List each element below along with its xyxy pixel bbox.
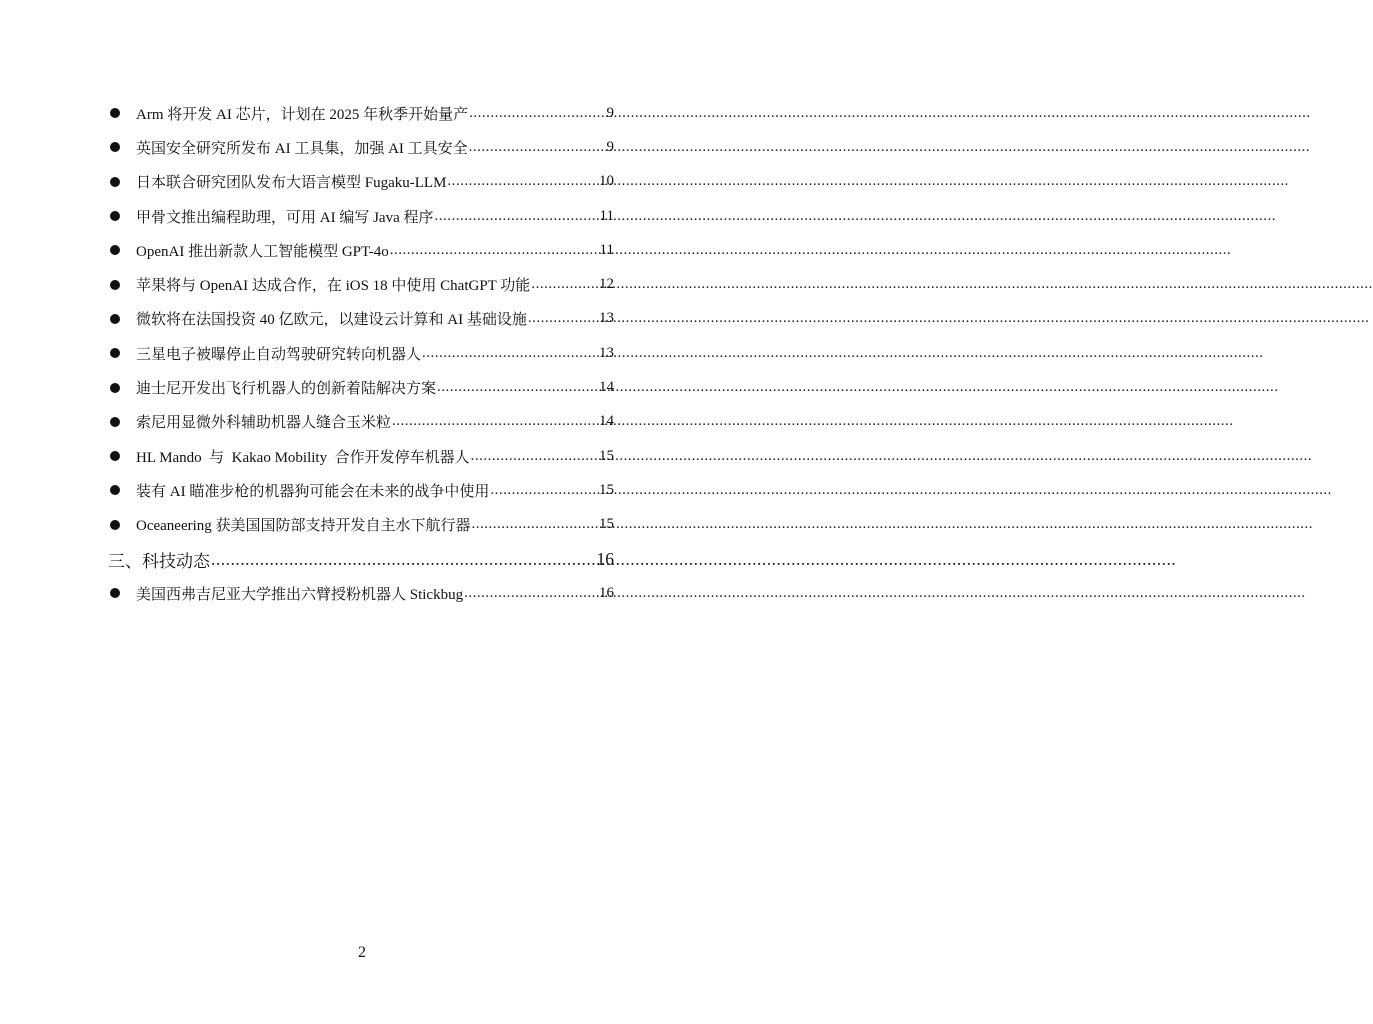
toc-entry[interactable] <box>108 233 614 267</box>
toc-entry-page: 15 <box>599 516 614 533</box>
toc-entry-title: 苹果将与 OpenAI 达成合作，在 iOS 18 中使用 ChatGPT 功能 <box>136 278 531 295</box>
toc-entry-page: 14 <box>599 413 614 430</box>
toc-entry-title: 索尼用显微外科辅助机器人缝合玉米粒 <box>136 415 392 432</box>
dot-leader <box>392 413 598 430</box>
toc-entry-page: 16 <box>599 584 614 601</box>
bullet-icon <box>110 211 120 221</box>
toc-entry[interactable] <box>108 576 614 610</box>
toc-entry[interactable] <box>108 130 614 164</box>
toc-entry-page: 9 <box>606 104 614 121</box>
bullet-icon <box>110 383 120 393</box>
dot-leader <box>490 482 598 499</box>
dot-leader <box>469 139 606 156</box>
toc-entry[interactable] <box>108 439 614 473</box>
toc-entry-title: 美国西弗吉尼亚大学推出六臂授粉机器人 Stickbug <box>136 586 464 603</box>
toc-entry-page: 11 <box>599 241 614 258</box>
toc-entry-page: 12 <box>599 276 614 293</box>
bullet-icon <box>110 451 120 461</box>
dot-leader <box>422 345 598 362</box>
bullet-icon <box>110 417 120 427</box>
bullet-icon <box>110 588 120 598</box>
dot-leader <box>531 276 598 293</box>
bullet-icon <box>110 485 120 495</box>
toc-entry[interactable] <box>108 199 614 233</box>
dot-leader <box>434 208 598 225</box>
dot-leader <box>472 516 598 533</box>
dot-leader <box>528 310 598 327</box>
toc-entry-page: 14 <box>599 379 614 396</box>
bullet-icon <box>110 280 120 290</box>
dot-leader <box>447 173 598 190</box>
bullet-icon <box>110 520 120 530</box>
dot-leader <box>211 549 596 570</box>
toc-entry-page: 9 <box>606 138 614 155</box>
toc-entry-title: 英国安全研究所发布 AI 工具集，加强 AI 工具安全 <box>136 140 468 157</box>
toc-entry[interactable] <box>108 508 614 542</box>
toc-entry[interactable] <box>108 473 614 507</box>
toc-entry[interactable] <box>108 370 614 404</box>
toc-entry-page: 15 <box>599 481 614 498</box>
toc-entry[interactable] <box>108 165 614 199</box>
table-of-contents <box>108 96 614 610</box>
bullet-icon <box>110 177 120 187</box>
dot-leader <box>437 379 598 396</box>
bullet-icon <box>110 108 120 118</box>
toc-entry-title: 日本联合研究团队发布大语言模型 Fugaku-LLM <box>136 175 447 192</box>
dot-leader <box>390 242 599 259</box>
toc-entry-title: 甲骨文推出编程助理，可用 AI 编写 Java 程序 <box>136 209 434 226</box>
toc-section-title: 三、科技动态 <box>108 551 210 572</box>
bullet-icon <box>110 348 120 358</box>
toc-entry-title: 装有 AI 瞄准步枪的机器狗可能会在未来的战争中使用 <box>136 483 490 500</box>
toc-entry-title: 微软将在法国投资 40 亿欧元，以建设云计算和 AI 基础设施 <box>136 312 527 329</box>
toc-entry[interactable] <box>108 336 614 370</box>
toc-entry-title: 迪士尼开发出飞行机器人的创新着陆解决方案 <box>136 381 437 398</box>
toc-section-page: 16 <box>596 548 614 569</box>
bullet-icon <box>110 245 120 255</box>
toc-entry-title: 三星电子被曝停止自动驾驶研究转向机器人 <box>136 346 422 363</box>
toc-entry-page: 11 <box>599 207 614 224</box>
toc-entry-page: 15 <box>599 447 614 464</box>
toc-entry-title: Arm 将开发 AI 芯片，计划在 2025 年秋季开始量产 <box>136 106 469 123</box>
toc-section-heading[interactable] <box>108 542 614 576</box>
toc-entry-page: 10 <box>599 173 614 190</box>
toc-entry-title: Oceaneering 获美国国防部支持开发自主水下航行器 <box>136 518 471 535</box>
toc-entry-page: 13 <box>599 310 614 327</box>
toc-entry-page: 13 <box>599 344 614 361</box>
dot-leader <box>471 448 598 465</box>
toc-entry[interactable] <box>108 96 614 130</box>
bullet-icon <box>110 142 120 152</box>
page-number: 2 <box>358 944 366 961</box>
bullet-icon <box>110 314 120 324</box>
toc-entry[interactable] <box>108 302 614 336</box>
toc-entry[interactable] <box>108 267 614 301</box>
toc-entry-title: OpenAI 推出新款人工智能模型 GPT-4o <box>136 243 389 260</box>
dot-leader <box>469 105 605 122</box>
toc-entry-title: HL Mando 与 Kakao Mobility 合作开发停车机器人 <box>136 449 470 466</box>
toc-entry[interactable] <box>108 405 614 439</box>
dot-leader <box>464 585 598 602</box>
